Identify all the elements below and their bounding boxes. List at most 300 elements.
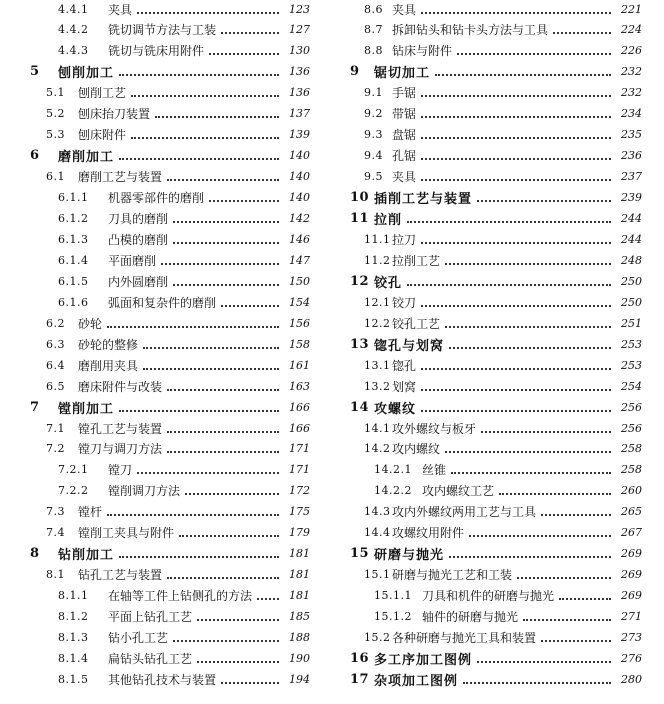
- section-title: 拉刀: [392, 232, 417, 247]
- section-title: 镗刀: [108, 463, 133, 478]
- toc-entry: [58, 188, 310, 208]
- section-title: 镗削工夹具与附件: [78, 526, 175, 541]
- toc-entry: [364, 0, 642, 19]
- section-title: 钻孔工艺与装置: [78, 568, 163, 583]
- page-number: 156: [289, 316, 310, 330]
- section-title: 刀具和机件的研磨与抛光: [422, 589, 555, 604]
- chapter-title: 镗削加工: [58, 401, 115, 417]
- dot-leader: [541, 513, 611, 516]
- dot-leader: [421, 367, 611, 370]
- toc-entry-number: 14: [350, 399, 370, 415]
- toc-entry: [58, 250, 310, 270]
- toc-entry: [46, 376, 310, 396]
- page-number: 154: [289, 295, 310, 309]
- toc-entry-number: 17: [350, 671, 370, 687]
- section-title: 攻外螺纹与板牙: [392, 421, 477, 436]
- chapter-title: 铰孔: [374, 275, 403, 291]
- section-title: 磨床附件与改装: [78, 379, 163, 394]
- section-title: 夹具: [392, 2, 417, 17]
- page-number: 239: [621, 191, 642, 204]
- page-number: 181: [289, 568, 310, 582]
- page-number: 181: [289, 589, 310, 603]
- toc-entry-number: 9.1: [364, 86, 383, 100]
- toc-entry-number: 14.2: [364, 442, 391, 456]
- page-number: 256: [621, 421, 642, 435]
- page-number: 190: [289, 651, 310, 665]
- page-number: 232: [621, 65, 642, 79]
- toc-entry-number: 13.2: [364, 379, 391, 393]
- page-number: 250: [621, 274, 642, 288]
- dot-leader: [161, 262, 279, 265]
- toc-entry: [350, 648, 642, 668]
- toc-entry: [350, 544, 642, 564]
- toc-entry: [58, 586, 310, 606]
- chapter-title: 攻螺纹: [374, 401, 417, 417]
- dot-leader: [209, 52, 279, 55]
- page-number: 254: [621, 379, 642, 393]
- page-number: 137: [289, 107, 310, 121]
- page-number: 171: [289, 442, 310, 456]
- page-number: 158: [289, 337, 310, 351]
- dot-leader: [167, 576, 279, 579]
- toc-entry-number: 7.2.2: [58, 484, 89, 498]
- dot-leader: [173, 283, 279, 286]
- page-number: 181: [289, 547, 310, 561]
- toc-entry: [58, 209, 310, 229]
- page-number: 142: [289, 212, 310, 225]
- toc-entry-number: 9: [350, 64, 360, 80]
- dot-leader: [173, 639, 279, 642]
- toc-entry-number: 7.2: [46, 442, 65, 456]
- toc-entry-number: 15.1.2: [374, 610, 412, 623]
- section-title: 夹具: [392, 170, 417, 185]
- page-number: 256: [621, 400, 642, 414]
- page-number: 237: [621, 170, 642, 184]
- page-number: 123: [289, 2, 310, 16]
- chapter-title: 钻削加工: [58, 548, 115, 564]
- toc-entry: [58, 20, 310, 40]
- page-number: 175: [289, 505, 310, 519]
- chapter-title: 杂项加工图例: [374, 673, 459, 689]
- section-title: 内外圆磨削: [108, 274, 169, 289]
- dot-leader: [143, 367, 279, 370]
- page-number: 271: [621, 610, 642, 623]
- section-title: 镗刀与调刀方法: [78, 442, 163, 457]
- toc-entry-number: 4.4.3: [58, 44, 89, 58]
- dot-leader: [477, 660, 611, 663]
- toc-entry: [364, 418, 642, 438]
- toc-entry-number: 7.3: [46, 505, 65, 519]
- toc-entry-number: 16: [350, 650, 370, 666]
- page-number: 166: [289, 421, 310, 435]
- toc-entry-number: 9.3: [364, 128, 383, 142]
- section-title: 攻螺纹用附件: [392, 526, 465, 541]
- toc-entry-number: 14.2.1: [374, 463, 412, 477]
- section-title: 扁钻头钻孔工艺: [108, 651, 193, 666]
- toc-entry: [46, 125, 310, 145]
- section-title: 刀具的磨削: [108, 212, 169, 226]
- dot-leader: [167, 388, 279, 391]
- dot-leader: [449, 346, 611, 349]
- toc-entry-number: 6.1.4: [58, 253, 89, 267]
- toc-entry-number: 14.2.2: [374, 484, 412, 498]
- toc-entry: [58, 0, 310, 19]
- page-number: 161: [289, 358, 310, 372]
- toc-entry-number: 6.3: [46, 337, 65, 351]
- dot-leader: [185, 492, 279, 495]
- dot-leader: [137, 11, 279, 14]
- chapter-title: 多工序加工图例: [374, 652, 473, 668]
- toc-entry: [58, 628, 310, 648]
- toc-entry: [364, 146, 642, 166]
- dot-leader: [209, 199, 279, 202]
- dot-leader: [407, 220, 611, 223]
- dot-leader: [421, 409, 611, 412]
- page-number: 250: [621, 295, 642, 309]
- page-number: 236: [621, 149, 642, 163]
- page-number: 127: [289, 23, 310, 37]
- page-number: 269: [621, 547, 642, 561]
- toc-entry: [364, 125, 642, 145]
- dot-leader: [131, 136, 279, 139]
- toc-entry: [364, 83, 642, 103]
- page-number: 226: [621, 44, 642, 58]
- toc-entry-number: 6.1: [46, 170, 65, 184]
- page-number: 136: [289, 65, 310, 79]
- toc-entry-number: 6.1.3: [58, 232, 89, 246]
- toc-entry: [350, 669, 642, 689]
- toc-entry: [350, 334, 642, 354]
- section-title: 带锯: [392, 107, 417, 122]
- toc-entry-number: 11.2: [364, 253, 391, 267]
- page-number: 150: [289, 274, 310, 288]
- toc-entry-number: 9.2: [364, 107, 383, 121]
- toc-entry: [374, 607, 642, 627]
- toc-entry: [30, 146, 310, 166]
- toc-entry-number: 7.2.1: [58, 463, 89, 477]
- dot-leader: [221, 31, 279, 34]
- dot-leader: [445, 262, 611, 265]
- dot-leader: [463, 681, 611, 684]
- chapter-title: 插削工艺与装置: [374, 192, 473, 207]
- chapter-title: 锯切加工: [374, 66, 431, 82]
- toc-entry: [46, 439, 310, 459]
- section-title: 铣切与铣床用附件: [108, 44, 205, 59]
- section-title: 刨床抬刀装置: [78, 107, 151, 122]
- dot-leader: [457, 52, 611, 55]
- toc-entry: [46, 523, 310, 543]
- section-title: 刨床附件: [78, 128, 127, 143]
- dot-leader: [179, 534, 279, 537]
- section-title: 磨削工艺与装置: [78, 170, 163, 185]
- section-title: 镗孔工艺与装置: [78, 421, 163, 436]
- toc-entry-number: 11.1: [364, 232, 391, 246]
- toc-entry: [364, 229, 642, 249]
- toc-entry-number: 15: [350, 546, 370, 562]
- section-title: 砂轮的整修: [78, 337, 139, 352]
- page-number: 244: [621, 232, 642, 246]
- page-number: 251: [621, 316, 642, 330]
- toc-entry: [374, 481, 642, 501]
- toc-entry: [364, 355, 642, 375]
- dot-leader: [167, 450, 279, 453]
- page-number: 172: [289, 484, 310, 498]
- page-number: 276: [621, 651, 642, 665]
- section-title: 夹具: [108, 2, 133, 17]
- page-number: 269: [621, 589, 642, 603]
- page-number: 147: [289, 253, 310, 267]
- toc-entry: [58, 669, 310, 689]
- dot-leader: [197, 660, 279, 663]
- dot-leader: [137, 471, 279, 474]
- toc-entry-number: 7: [30, 399, 40, 415]
- section-title: 铰刀: [392, 295, 417, 310]
- toc-entry-number: 8.1.4: [58, 651, 89, 665]
- dot-leader: [553, 31, 611, 34]
- toc-entry: [364, 250, 642, 270]
- toc-entry: [364, 523, 642, 543]
- dot-leader: [449, 555, 611, 558]
- dot-leader: [451, 471, 611, 474]
- chapter-title: 锪孔与划窝: [374, 338, 445, 354]
- toc-entry: [364, 292, 642, 312]
- toc-entry: [46, 334, 310, 354]
- toc-entry: [364, 104, 642, 124]
- section-title: 攻内外螺纹两用工艺与工具: [392, 505, 537, 520]
- page-number: 136: [289, 86, 310, 100]
- toc-entry: [374, 586, 642, 606]
- page-number: 244: [621, 212, 642, 225]
- page-number: 269: [621, 568, 642, 582]
- page-number: 280: [621, 672, 642, 686]
- toc-entry: [364, 167, 642, 187]
- toc-entry: [350, 397, 642, 417]
- section-title: 平面上钻孔工艺: [108, 610, 193, 624]
- page-number: 140: [289, 191, 310, 204]
- toc-entry: [46, 313, 310, 333]
- toc-entry: [30, 62, 310, 82]
- toc-entry-number: 6.5: [46, 379, 65, 393]
- section-title: 划窝: [392, 379, 417, 394]
- section-title: 凸模的磨削: [108, 232, 169, 247]
- section-title: 攻内螺纹: [392, 442, 441, 457]
- toc-entry-number: 9.5: [364, 170, 383, 184]
- toc-entry-number: 6: [30, 148, 40, 164]
- dot-leader: [131, 94, 279, 97]
- section-title: 弧面和复杂件的磨削: [108, 295, 217, 310]
- toc-entry-number: 8.1.2: [58, 610, 89, 623]
- toc-entry-number: 6.2: [46, 316, 65, 330]
- dot-leader: [107, 325, 279, 328]
- toc-entry-number: 6.1.6: [58, 295, 89, 309]
- toc-entry-number: 9.4: [364, 149, 383, 163]
- page-number: 265: [621, 505, 642, 519]
- page-number: 146: [289, 232, 310, 246]
- page-number: 235: [621, 128, 642, 142]
- toc-entry: [364, 376, 642, 396]
- dot-leader: [421, 388, 611, 391]
- section-title: 轴件的研磨与抛光: [422, 610, 519, 624]
- page-number: 273: [621, 631, 642, 644]
- section-title: 机器零部件的磨削: [108, 191, 205, 205]
- page-number: 221: [621, 2, 642, 16]
- dot-leader: [421, 11, 611, 14]
- page-number: 166: [289, 400, 310, 414]
- section-title: 手锯: [392, 86, 417, 101]
- toc-entry-number: 10: [350, 190, 370, 205]
- dot-leader: [421, 157, 611, 160]
- dot-leader: [481, 430, 611, 433]
- page-number: 267: [621, 526, 642, 540]
- dot-leader: [167, 178, 279, 181]
- page-number: 258: [621, 442, 642, 456]
- dot-leader: [107, 513, 279, 516]
- toc-entry-number: 13.1: [364, 358, 391, 372]
- toc-entry: [350, 62, 642, 82]
- toc-entry-number: 15.2: [364, 631, 391, 644]
- dot-leader: [143, 346, 279, 349]
- dot-leader: [119, 555, 279, 558]
- toc-entry-number: 6.1.5: [58, 274, 89, 288]
- page-number: 185: [289, 610, 310, 623]
- chapter-title: 拉削: [374, 213, 403, 228]
- page-number: 253: [621, 358, 642, 372]
- page-number: 130: [289, 44, 310, 58]
- page-number: 140: [289, 170, 310, 184]
- toc-entry-number: 8.1: [46, 568, 65, 582]
- dot-leader: [119, 157, 279, 160]
- toc-entry: [364, 565, 642, 585]
- section-title: 砂轮: [78, 316, 103, 331]
- toc-entry: [364, 41, 642, 61]
- toc-entry-number: 8.1.5: [58, 672, 89, 686]
- dot-leader: [119, 73, 279, 76]
- toc-entry: [58, 607, 310, 627]
- toc-entry: [46, 502, 310, 522]
- toc-entry: [46, 355, 310, 375]
- toc-entry-number: 4.4.1: [58, 2, 89, 16]
- toc-entry-number: 6.1.2: [58, 212, 89, 225]
- dot-leader: [517, 576, 611, 579]
- page-number: 139: [289, 128, 310, 142]
- toc-entry-number: 6.1.1: [58, 191, 89, 204]
- toc-entry: [58, 41, 310, 61]
- dot-leader: [421, 115, 611, 118]
- section-title: 拆卸钻头和钻卡头方法与工具: [392, 23, 549, 38]
- section-title: 攻内螺纹工艺: [422, 484, 495, 499]
- toc-entry: [58, 460, 310, 480]
- dot-leader: [421, 304, 611, 307]
- section-title: 钻小孔工艺: [108, 631, 169, 645]
- page-number: 260: [621, 484, 642, 498]
- section-title: 平面磨削: [108, 253, 157, 268]
- chapter-title: 刨削加工: [58, 66, 115, 82]
- dot-leader: [221, 304, 279, 307]
- toc-entry: [374, 460, 642, 480]
- page-number: 163: [289, 379, 310, 393]
- toc-entry-number: 12: [350, 273, 370, 289]
- dot-leader: [155, 115, 279, 118]
- section-title: 磨削用夹具: [78, 358, 139, 373]
- dot-leader: [197, 618, 279, 621]
- page-number: 253: [621, 337, 642, 351]
- toc-entry: [58, 229, 310, 249]
- page-number: 258: [621, 463, 642, 477]
- dot-leader: [119, 409, 279, 412]
- dot-leader: [421, 136, 611, 139]
- toc-entry: [350, 271, 642, 291]
- toc-entry-number: 8: [30, 546, 40, 562]
- section-title: 其他钻孔技术与装置: [108, 672, 217, 687]
- section-title: 研磨与抛光工艺和工装: [392, 568, 513, 583]
- toc-entry-number: 8.8: [364, 44, 383, 58]
- toc-entry: [350, 188, 642, 208]
- page-number: 224: [621, 23, 642, 37]
- toc-entry: [46, 104, 310, 124]
- section-title: 在轴等工件上钻侧孔的方法: [108, 589, 253, 604]
- section-title: 孔锯: [392, 149, 417, 164]
- section-title: 铰孔工艺: [392, 316, 441, 331]
- dot-leader: [257, 597, 279, 600]
- page-number: 194: [289, 672, 310, 686]
- toc-entry: [30, 397, 310, 417]
- page-number: 188: [289, 631, 310, 644]
- toc-entry: [58, 271, 310, 291]
- toc-entry-number: 13: [350, 336, 370, 352]
- toc-entry-number: 5: [30, 64, 40, 80]
- dot-leader: [421, 241, 611, 244]
- dot-leader: [221, 681, 279, 684]
- toc-entry: [364, 628, 642, 648]
- dot-leader: [445, 450, 611, 453]
- section-title: 钻床与附件: [392, 44, 453, 59]
- dot-leader: [167, 430, 279, 433]
- toc-entry-number: 8.7: [364, 23, 383, 37]
- dot-leader: [499, 492, 611, 495]
- toc-entry: [58, 648, 310, 668]
- dot-leader: [407, 283, 611, 286]
- toc-entry-number: 15.1: [364, 568, 391, 582]
- toc-entry: [364, 20, 642, 40]
- toc-entry-number: 14.3: [364, 505, 391, 519]
- toc-entry: [46, 167, 310, 187]
- dot-leader: [173, 241, 279, 244]
- section-title: 各种研磨与抛光工具和装置: [392, 631, 537, 645]
- toc-entry-number: 8.1.1: [58, 589, 89, 603]
- toc-entry: [364, 439, 642, 459]
- page-number: 179: [289, 526, 310, 540]
- page-number: 232: [621, 86, 642, 100]
- page-number: 234: [621, 107, 642, 121]
- toc-entry: [350, 209, 642, 229]
- toc-entry: [46, 418, 310, 438]
- section-title: 盘锯: [392, 128, 417, 143]
- section-title: 锪孔: [392, 358, 417, 373]
- toc-entry: [364, 502, 642, 522]
- toc-entry-number: 6.4: [46, 358, 65, 372]
- toc-entry-number: 5.3: [46, 128, 65, 142]
- toc-entry: [46, 565, 310, 585]
- toc-entry-number: 11: [350, 211, 370, 226]
- dot-leader: [173, 220, 279, 223]
- section-title: 镗削调刀方法: [108, 484, 181, 499]
- dot-leader: [435, 73, 611, 76]
- toc-entry-number: 8.6: [364, 2, 383, 16]
- page-number: 248: [621, 253, 642, 267]
- toc-entry-number: 5.1: [46, 86, 65, 100]
- page-number: 171: [289, 463, 310, 477]
- chapter-title: 磨削加工: [58, 150, 115, 166]
